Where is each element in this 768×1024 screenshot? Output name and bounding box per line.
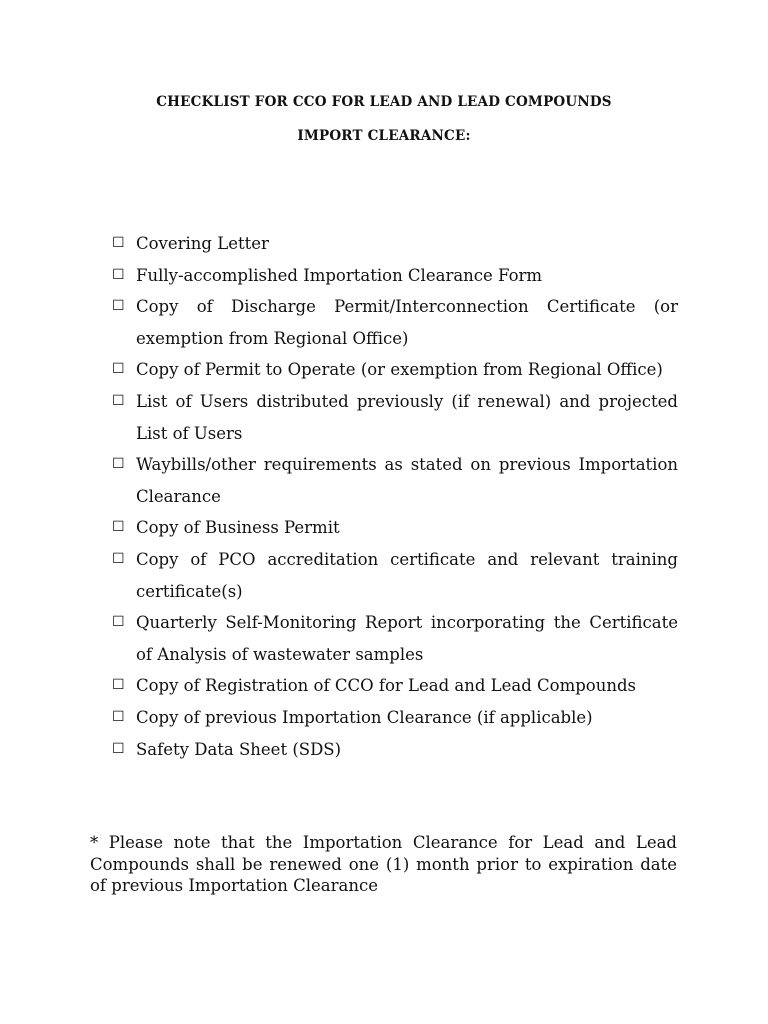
checklist-item: [112, 607, 678, 670]
checkbox-icon: ☐: [112, 519, 125, 536]
checklist-item-text: Copy of Business Permit: [136, 518, 340, 538]
checklist-item-text: Copy of previous Importation Clearance (if applicable): [136, 707, 593, 727]
checklist-item-text: Copy of Permit to Operate (or exemption from Regional Office): [136, 360, 663, 380]
checkbox-icon: ☐: [112, 392, 125, 409]
checklist-item: [112, 702, 678, 734]
checklist-item-text: Copy of Registration of CCO for Lead and Lead Compounds: [136, 676, 637, 696]
checklist-item: [112, 670, 678, 702]
checkbox-icon: ☐: [112, 677, 125, 694]
checkbox-icon: ☐: [112, 456, 125, 473]
checklist-item: [112, 544, 678, 607]
checklist-item-text: List of Users distributed previously (if renewal) and projected List of Users: [136, 391, 678, 443]
checklist-item: [112, 260, 678, 292]
renewal-footnote: * Please note that the Importation Clearance for Lead and Lead Compounds shall be renewed one (1) month prior to expiration date of previous Importation Clearance: [90, 833, 677, 895]
checklist-item-text: Waybills/other requirements as stated on previous Importation Clearance: [136, 455, 678, 506]
checklist-item-text: Covering Letter: [136, 234, 269, 253]
checkbox-icon: ☐: [112, 298, 125, 315]
checklist-item-text: Copy of PCO accreditation certificate and relevant training certificate(s): [136, 549, 678, 601]
checklist-item-text: Safety Data Sheet (SDS): [136, 739, 342, 759]
document-subtitle: IMPORT CLEARANCE:: [297, 128, 471, 144]
checklist-item: [112, 512, 678, 544]
checklist-item: [112, 354, 678, 386]
checkbox-icon: ☐: [112, 614, 125, 631]
checkbox-icon: ☐: [112, 266, 125, 283]
checkbox-icon: ☐: [112, 235, 125, 251]
checkbox-icon: ☐: [112, 740, 125, 757]
checklist-item-text: Fully-accomplished Importation Clearance Form: [136, 265, 543, 285]
checklist-item: [112, 734, 678, 766]
checklist-item: [112, 291, 678, 354]
requirements-checklist: [112, 228, 678, 765]
checkbox-icon: ☐: [112, 361, 125, 378]
checklist-item-text: Quarterly Self-Monitoring Report incorporating the Certificate of Analysis of wastewater samples: [136, 613, 678, 664]
checkbox-icon: ☐: [112, 708, 125, 725]
checkbox-icon: ☐: [112, 550, 125, 567]
checklist-item: [112, 386, 678, 449]
document-title: CHECKLIST FOR CCO FOR LEAD AND LEAD COMPOUNDS: [156, 94, 612, 110]
checklist-item: [112, 228, 678, 260]
checklist-item-text: Copy of Discharge Permit/Interconnection Certificate (or exemption from Regional Office): [136, 297, 678, 348]
checklist-item: [112, 449, 678, 512]
